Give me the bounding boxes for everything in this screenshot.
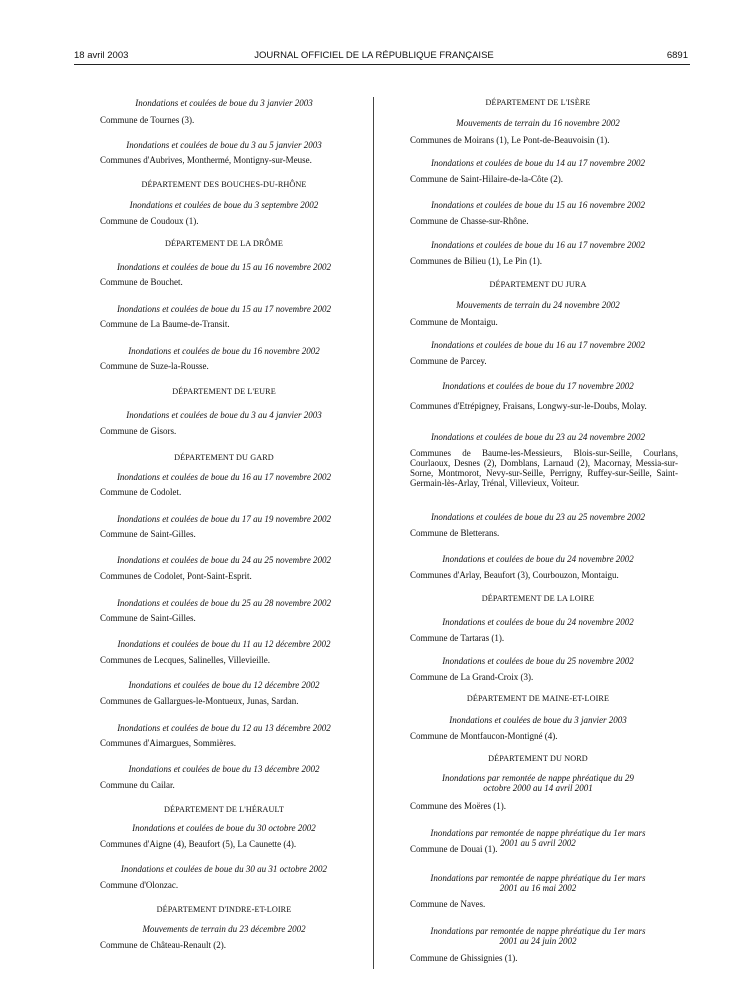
commune-list: Commune de Tournes (3). (100, 115, 195, 125)
page-number: 6891 (666, 50, 688, 61)
event-heading: Inondations et coulées de boue du 3 au 5 janvier 2003 (126, 140, 322, 150)
event-heading: Inondations et coulées de boue du 3 janvier 2003 (135, 98, 313, 108)
commune-list: Commune de Chasse-sur-Rhône. (410, 216, 529, 226)
event-heading: Inondations et coulées de boue du 23 au 24 novembre 2002 (430, 432, 646, 442)
event-heading: Inondations et coulées de boue du 15 au 16 novembre 2002 (116, 262, 332, 272)
event-heading: Inondations et coulées de boue du 24 novembre 2002 (442, 554, 634, 564)
event-heading: Inondations et coulées de boue du 23 au 25 novembre 2002 (430, 512, 646, 522)
event-heading: Inondations et coulées de boue du 12 au 13 décembre 2002 (117, 723, 331, 733)
commune-list: Commune de Codolet. (100, 487, 182, 497)
commune-list: Communes de Baume-les-Messieurs, Blois-sur-Seille, Courlans, Courlaoux, Desnes (2), Domblans, Larnaud (2), Macornay, Messia-sur-Sorne, Montmorot, Nevy-sur-Seille, Perrigny, Ruffey-sur-Seille, Saint-Germain-lès-Arlay, Trénal, Villevieux, Voiteur. (410, 448, 678, 488)
event-heading: Inondations par remontée de nappe phréatique du 1er mars 2001 au 24 juin 2002 (430, 926, 646, 946)
commune-list: Commune du Cailar. (100, 780, 175, 790)
commune-list: Communes d'Aimargues, Sommières. (100, 738, 236, 748)
commune-list: Communes de Bilieu (1), Le Pin (1). (410, 256, 542, 266)
commune-list: Communes de Moirans (1), Le Pont-de-Beauvoisin (1). (410, 135, 610, 145)
commune-list: Commune de Ghissignies (1). (410, 953, 518, 963)
column-divider (373, 97, 374, 969)
commune-list: Commune des Moëres (1). (410, 801, 506, 811)
event-heading: Inondations et coulées de boue du 12 décembre 2002 (128, 680, 320, 690)
event-heading: Inondations et coulées de boue du 17 novembre 2002 (442, 381, 634, 391)
event-heading: Inondations par remontée de nappe phréatique du 1er mars 2001 au 16 mai 2002 (430, 873, 646, 893)
department-heading: DÉPARTEMENT DE LA LOIRE (481, 594, 595, 603)
journal-title: JOURNAL OFFICIEL DE LA RÉPUBLIQUE FRANÇAISE (254, 50, 494, 61)
commune-list: Communes de Lecques, Salinelles, Villevieille. (100, 655, 271, 665)
event-heading: Inondations et coulées de boue du 3 au 4 janvier 2003 (126, 410, 322, 420)
commune-list: Commune de Naves. (410, 899, 486, 909)
event-heading: Inondations et coulées de boue du 16 au 17 novembre 2002 (430, 240, 646, 250)
event-heading: Inondations et coulées de boue du 11 au 12 décembre 2002 (117, 639, 331, 649)
commune-list: Commune de La Baume-de-Transit. (100, 319, 230, 329)
commune-list: Commune de Saint-Gilles. (100, 529, 196, 539)
event-heading: Inondations et coulées de boue du 16 au 17 novembre 2002 (430, 340, 646, 350)
event-heading: Inondations par remontée de nappe phréatique du 29 octobre 2000 au 14 avril 2001 (442, 773, 634, 793)
event-heading: Inondations par remontée de nappe phréatique du 1er mars 2001 au 5 avril 2002 (430, 828, 646, 848)
commune-list: Commune de Parcey. (410, 356, 487, 366)
event-heading: Mouvements de terrain du 16 novembre 2002 (456, 118, 620, 128)
event-heading: Inondations et coulées de boue du 25 novembre 2002 (442, 656, 634, 666)
commune-list: Communes d'Aubrives, Monthermé, Montigny-sur-Meuse. (100, 155, 312, 165)
event-heading: Inondations et coulées de boue du 14 au 17 novembre 2002 (430, 158, 646, 168)
department-heading: DÉPARTEMENT DU JURA (489, 280, 587, 289)
commune-list: Commune de Saint-Hilaire-de-la-Côte (2). (410, 174, 563, 184)
commune-list: Commune d'Olonzac. (100, 880, 179, 890)
event-heading: Inondations et coulées de boue du 3 septembre 2002 (129, 200, 319, 210)
commune-list: Communes d'Aigne (4), Beaufort (5), La Caunette (4). (100, 839, 297, 849)
event-heading: Mouvements de terrain du 24 novembre 2002 (456, 300, 620, 310)
commune-list: Commune de Gisors. (100, 426, 177, 436)
commune-list: Commune de Bletterans. (410, 528, 500, 538)
commune-list: Commune de Saint-Gilles. (100, 613, 196, 623)
department-heading: DÉPARTEMENT DES BOUCHES-DU-RHÔNE (141, 180, 307, 189)
commune-list: Commune de Montaigu. (410, 317, 498, 327)
department-heading: DÉPARTEMENT DU NORD (488, 754, 588, 763)
event-heading: Mouvements de terrain du 23 décembre 2002 (142, 924, 306, 934)
header-rule (74, 64, 690, 65)
commune-list: Commune de Coudoux (1). (100, 216, 199, 226)
commune-list: Communes de Codolet, Pont-Saint-Esprit. (100, 571, 252, 581)
event-heading: Inondations et coulées de boue du 24 au 25 novembre 2002 (116, 555, 332, 565)
department-heading: DÉPARTEMENT DE LA DRÔME (164, 239, 284, 248)
event-heading: Inondations et coulées de boue du 25 au 28 novembre 2002 (116, 598, 332, 608)
event-heading: Inondations et coulées de boue du 30 au 31 octobre 2002 (120, 864, 328, 874)
commune-list: Commune de Château-Renault (2). (100, 940, 226, 950)
commune-list: Commune de La Grand-Croix (3). (410, 672, 534, 682)
department-heading: DÉPARTEMENT DE MAINE-ET-LOIRE (466, 694, 610, 703)
department-heading: DÉPARTEMENT D'INDRE-ET-LOIRE (156, 905, 292, 914)
event-heading: Inondations et coulées de boue du 17 au 19 novembre 2002 (116, 514, 332, 524)
page-date: 18 avril 2003 (74, 50, 129, 61)
department-heading: DÉPARTEMENT DE L'HÉRAULT (164, 805, 284, 814)
commune-list: Communes d'Arlay, Beaufort (3), Courbouzon, Montaigu. (410, 570, 619, 580)
department-heading: DÉPARTEMENT DE L'EURE (172, 387, 276, 396)
event-heading: Inondations et coulées de boue du 16 novembre 2002 (128, 346, 320, 356)
event-heading: Inondations et coulées de boue du 13 décembre 2002 (128, 764, 320, 774)
event-heading: Inondations et coulées de boue du 24 novembre 2002 (442, 617, 634, 627)
event-heading: Inondations et coulées de boue du 15 au 16 novembre 2002 (430, 200, 646, 210)
event-heading: Inondations et coulées de boue du 30 octobre 2002 (132, 823, 316, 833)
commune-list: Commune de Bouchet. (100, 277, 183, 287)
event-heading: Inondations et coulées de boue du 3 janvier 2003 (449, 715, 627, 725)
commune-list: Commune de Douai (1). (410, 844, 498, 854)
commune-list: Communes de Gallargues-le-Montueux, Junas, Sardan. (100, 696, 299, 706)
department-heading: DÉPARTEMENT DU GARD (174, 453, 274, 462)
commune-list: Commune de Tartaras (1). (410, 633, 505, 643)
department-heading: DÉPARTEMENT DE L'ISÈRE (485, 98, 591, 107)
commune-list: Commune de Montfaucon-Montigné (4). (410, 731, 558, 741)
event-heading: Inondations et coulées de boue du 16 au 17 novembre 2002 (116, 472, 332, 482)
commune-list: Communes d'Etrépigney, Fraisans, Longwy-sur-le-Doubs, Molay. (410, 401, 647, 411)
commune-list: Commune de Suze-la-Rousse. (100, 361, 209, 371)
event-heading: Inondations et coulées de boue du 15 au 17 novembre 2002 (116, 304, 332, 314)
